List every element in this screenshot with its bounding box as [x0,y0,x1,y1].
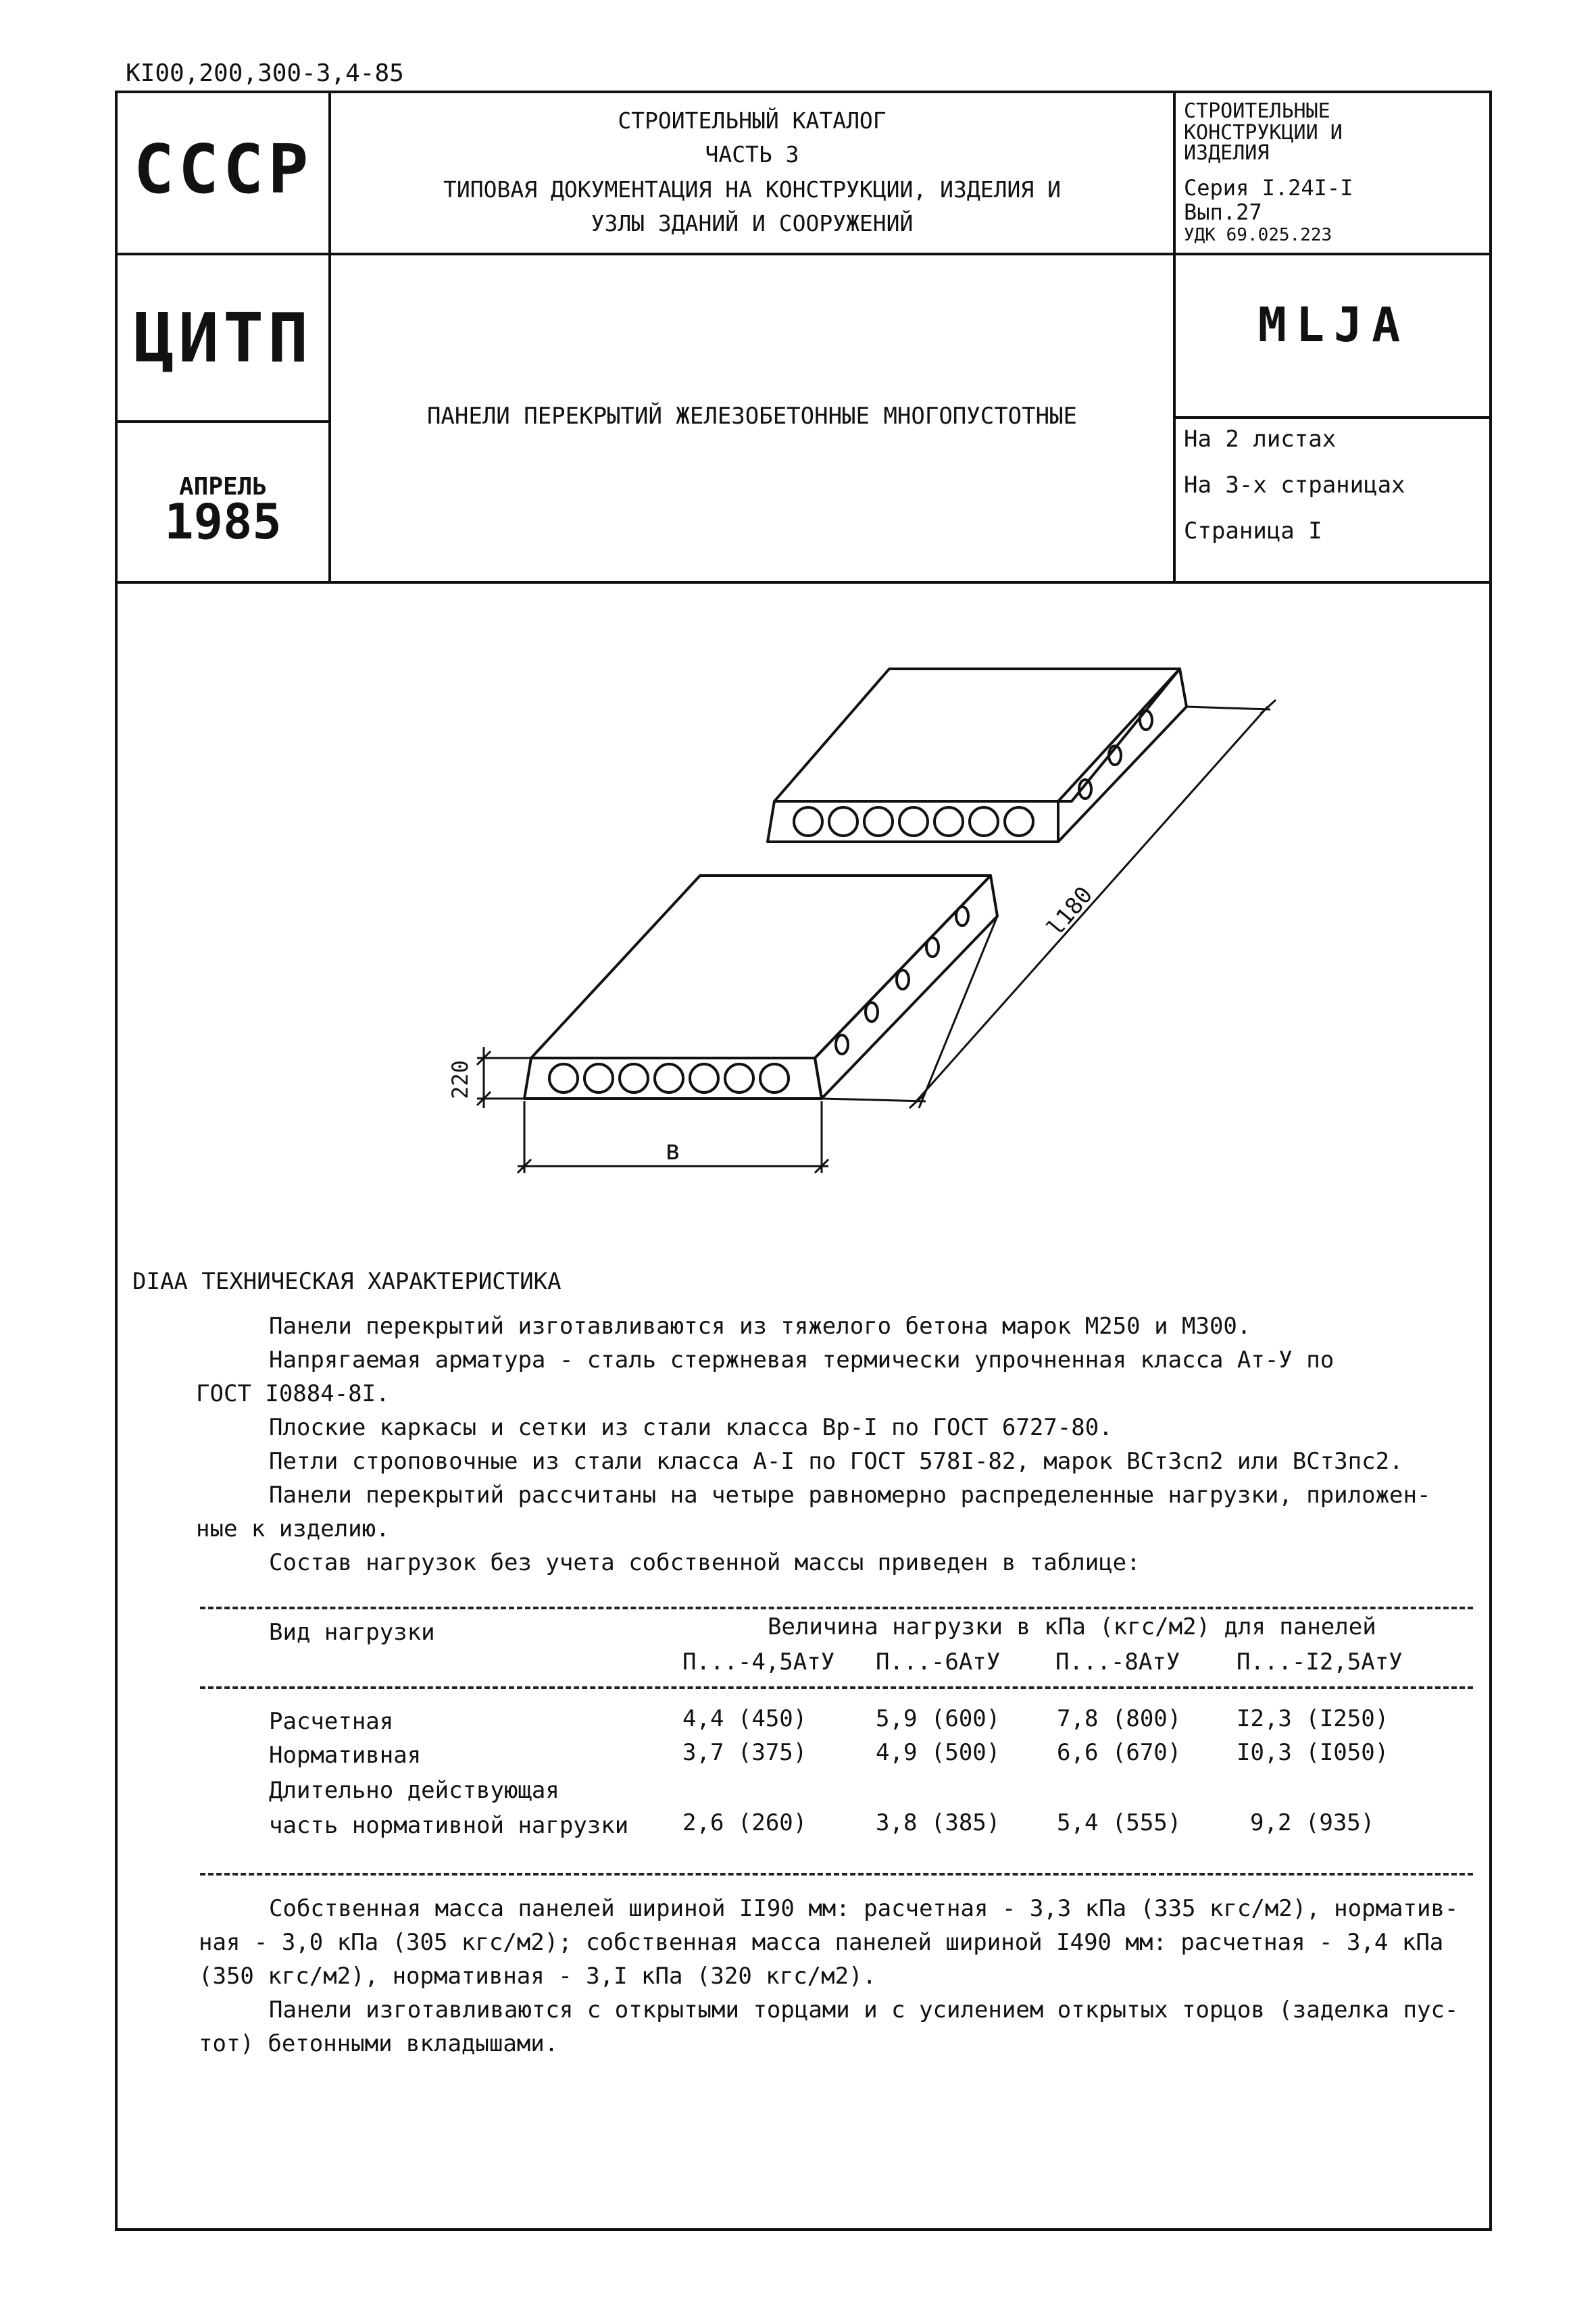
section-title: DIAA ТЕХНИЧЕСКАЯ ХАРАКТЕРИСТИКА [132,1268,562,1295]
issue-number: Вып.27 [1184,199,1262,225]
document-code-big: MLJA [1257,297,1410,353]
catalog-line-2: ЧАСТЬ 3 [705,141,799,168]
paragraph-loads: Панели перекрытий рассчитаны на четыре равномерно распределенные нагрузки, приложен- [269,1482,1431,1509]
table-cell: 3,8 (385) [876,1809,1001,1836]
paragraph-reinforcement: Напрягаемая арматура - сталь стержневая термически упрочненная класса Ат-У по [269,1347,1335,1374]
table-rule-bottom [200,1873,1473,1876]
height-dimension-label: 220 [447,1060,473,1099]
date-year: 1985 [164,493,282,550]
series-line-1: СТРОИТЕЛЬНЫЕ [1184,99,1330,123]
table-rule-header [200,1686,1473,1689]
bottom-panel-hollows [549,907,968,1092]
paragraph-reinforcement-cont: ГОСТ I0884-8I. [196,1380,390,1407]
document-code: KI00,200,300-3,4-85 [126,59,404,87]
table-cell: 9,2 (935) [1250,1809,1375,1836]
table-cell: I0,3 (I050) [1237,1739,1389,1766]
paragraph-frames: Плоские каркасы и сетки из стали класса Вр-I по ГОСТ 6727-80. [269,1414,1113,1441]
org-citp: ЦИТП [133,299,313,378]
catalog-line-1: СТРОИТЕЛЬНЫЙ КАТАЛОГ [618,107,887,134]
table-col-header: П...-I2,5АтУ [1237,1649,1403,1676]
paragraph-loads-cont: ные к изделию. [196,1515,390,1542]
table-col-header: П...-4,5АтУ [682,1649,835,1676]
page-number: Страница I [1184,518,1322,545]
catalog-line-3: ТИПОВАЯ ДОКУМЕНТАЦИЯ НА КОНСТРУКЦИИ, ИЗДЕЛИЯ И [443,176,1061,203]
top-panel-hollows [794,711,1152,836]
sheets-count: На 2 листах [1184,426,1337,453]
catalog-line-4: УЗЛЫ ЗДАНИЙ И СООРУЖЕНИЙ [591,210,914,236]
length-dimension-label: l180 [1041,881,1099,942]
series-line-2: КОНСТРУКЦИИ И [1184,121,1343,145]
table-cell: 6,6 (670) [1057,1739,1182,1766]
table-row-label: Расчетная [269,1708,394,1735]
width-dimension-label: в [664,1135,682,1166]
org-ussr: СССР [133,130,313,209]
table-row-label: Нормативная [269,1742,422,1769]
table-cell: 2,6 (260) [682,1809,807,1836]
bottom-panel-face [531,876,991,1058]
series-line-3: ИЗДЕЛИЯ [1184,141,1270,165]
ends-line-2: тот) бетонными вкладышами. [199,2030,559,2057]
table-cell: 5,9 (600) [876,1705,1001,1732]
table-cell: 5,4 (555) [1057,1809,1182,1836]
table-cell: I2,3 (I250) [1237,1705,1389,1732]
table-cell: 4,4 (450) [682,1705,807,1732]
table-cell: 7,8 (800) [1057,1705,1182,1732]
product-title: ПАНЕЛИ ПЕРЕКРЫТИЙ ЖЕЛЕЗОБЕТОННЫЕ МНОГОПУСТОТНЫЕ [426,403,1078,430]
table-col-header: П...-8АтУ [1055,1649,1180,1676]
udk-code: УДК 69.025.223 [1184,225,1332,245]
table-rule-top [200,1607,1473,1609]
mass-line-3: (350 кгс/м2), нормативная - 3,I кПа (320 кгс/м2). [199,1963,877,1990]
paragraph-concrete: Панели перекрытий изготавливаются из тяжелого бетона марок М250 и М300. [269,1313,1251,1340]
table-header-load-type: Вид нагрузки [269,1619,435,1646]
table-row-label: Длительно действующая [269,1777,559,1804]
table-col-header: П...-6АтУ [876,1649,1001,1676]
series-number: Серия I.24I-I [1184,175,1353,201]
mass-line-1: Собственная масса панелей шириной II90 мм: расчетная - 3,3 кПа (335 кгс/м2), норматив- [269,1895,1459,1922]
paragraph-loops: Петли строповочные из стали класса А-I по ГОСТ 578I-82, марок ВСт3сп2 или ВСт3пс2. [269,1448,1403,1475]
mass-line-2: ная - 3,0 кПа (305 кгс/м2); собственная масса панелей шириной I490 мм: расчетная - 3,4 кПа [199,1929,1444,1956]
pages-count: На 3-х страницах [1184,472,1405,499]
table-header-group: Величина нагрузки в кПа (кгс/м2) для панелей [768,1613,1376,1640]
paragraph-table-intro: Состав нагрузок без учета собственной массы приведен в таблице: [269,1549,1141,1576]
table-cell: 3,7 (375) [682,1739,807,1766]
ends-line-1: Панели изготавливаются с открытыми торцами и с усилением открытых торцов (заделка пус- [269,1996,1459,2023]
table-cell: 4,9 (500) [876,1739,1001,1766]
table-row-label-cont: часть нормативной нагрузки [269,1812,629,1839]
date-month: АПРЕЛЬ [178,473,268,501]
